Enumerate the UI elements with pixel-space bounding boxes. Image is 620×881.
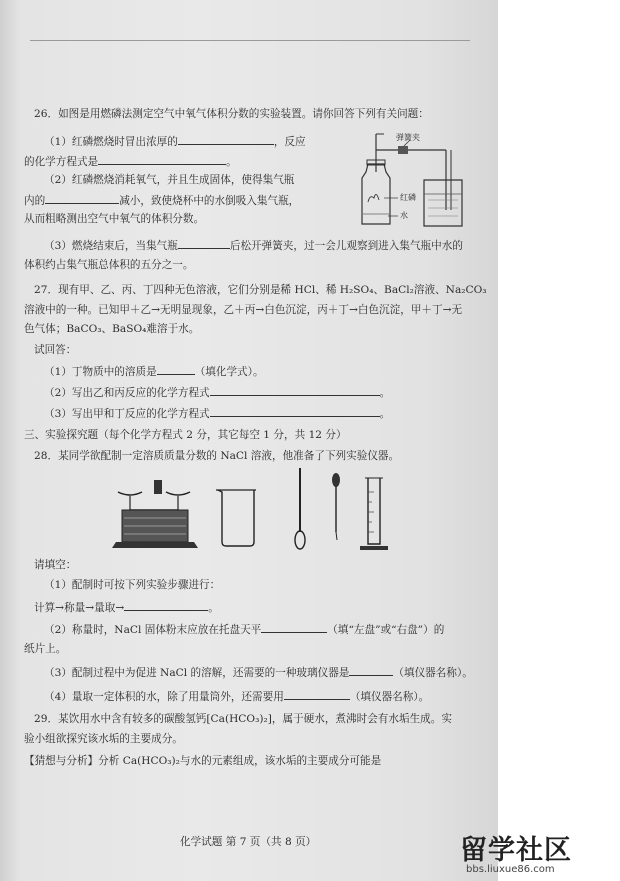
q26-part1-line2: 的化学方程式是 。 [24,156,237,168]
phosphorus-combustion-apparatus [354,128,466,236]
section-3-heading: 三、实验探究题（每个化学方程式 2 分，其它每空 1 分，共 12 分） [24,429,347,441]
q26-part2-line3: 从而粗略测出空气中氧气的体积分数。 [24,213,205,225]
watermark-url: bbs.liuxue86.com [466,864,555,875]
q26-part2-line1: （2）红磷燃烧消耗氧气，并且生成固体，使得集气瓶 [44,174,295,186]
q26-part3-line2: 体积约占集气瓶总体积的五分之一。 [24,259,194,271]
site-watermark [452,828,620,881]
q28-stem: 28．某同学欲配制一定溶质质量分数的 NaCl 溶液，他准备了下列实验仪器。 [34,450,400,462]
dropper-icon [332,473,340,540]
balance-icon [112,480,198,548]
answer-blank [349,665,393,676]
watermark-brand: 留学社区 [460,835,572,866]
q27-prompt: 试回答： [34,344,77,356]
q28-part4: （4）量取一定体积的水，除了用量筒外，还需要用 （填仪器名称）。 [44,691,430,703]
q29-stem-line2: 验小组欲探究该水垢的主要成分。 [24,733,183,745]
q28-part1-line2: 计算→称量→量取→ 。 [34,602,219,614]
q26-part1-line1: （1）红磷燃烧时冒出浓厚的 ，反应 [44,136,306,148]
graduated-cylinder-icon [360,478,388,550]
answer-blank [210,406,380,417]
q27-stem-line1: 27．现有甲、乙、丙、丁四种无色溶液，它们分别是稀 HCl、稀 H₂SO₄、BaCl₂溶液、Na₂CO₃ [34,284,487,296]
spatula-icon [295,468,305,549]
beaker-icon [216,490,256,546]
lab-instruments-figure [110,466,410,560]
label-water: 水 [400,211,408,220]
answer-blank [98,154,226,165]
answer-blank [45,193,119,204]
answer-blank [124,600,208,611]
answer-blank [157,364,195,375]
answer-blank [261,622,327,633]
q27-part2: （2）写出乙和丙反应的化学方程式 。 [44,387,391,399]
answer-blank [284,689,350,700]
answer-blank [210,385,380,396]
answer-blank [178,134,274,145]
page-top-rule [30,40,470,41]
q28-part2-line1: （2）称量时，NaCl 固体粉末应放在托盘天平 （填“左盘”或“右盘”）的 [44,624,445,636]
q26-stem: 26．如图是用燃磷法测定空气中氧气体积分数的实验装置。请你回答下列有关问题： [34,108,429,120]
q27-part3: （3）写出甲和丁反应的化学方程式 。 [44,408,391,420]
page-footer: 化学试题 第 7 页（共 8 页） [180,836,317,848]
q29-hypothesis: 【猜想与分析】分析 Ca(HCO₃)₂与水的元素组成，该水垢的主要成分可能是 [24,755,382,767]
q28-fill-prompt: 请填空： [34,559,77,571]
q28-part2-line2: 纸片上。 [24,643,67,655]
q27-stem-line2: 溶液中的一种。已知甲＋乙→无明显现象，乙＋丙→白色沉淀，丙＋丁→白色沉淀，甲＋丁→无 [24,304,463,316]
q29-stem-line1: 29．某饮用水中含有较多的碳酸氢钙[Ca(HCO₃)₂]，属于硬水，煮沸时会有水垢生成。实 [34,713,452,725]
q27-part1: （1）丁物质中的溶质是 （填化学式）。 [44,366,264,378]
q27-stem-line3: 色气体；BaCO₃、BaSO₄难溶于水。 [24,323,200,335]
q28-part3: （3）配制过程中为促进 NaCl 的溶解，还需要的一种玻璃仪器是 （填仪器名称）。 [44,667,473,679]
q26-part2-line2: 内的 减小，致使烧杯中的水倒吸入集气瓶， [24,195,300,207]
q26-part3-line1: （3）燃烧结束后，当集气瓶 后松开弹簧夹，过一会儿观察到进入集气瓶中水的 [44,240,463,252]
label-spring-clamp: 弹簧夹 [396,133,420,142]
label-red-phosphorus: 红磷 [400,193,416,202]
answer-blank [178,238,230,249]
q28-part1-line1: （1）配制时可按下列实验步骤进行： [44,579,221,591]
